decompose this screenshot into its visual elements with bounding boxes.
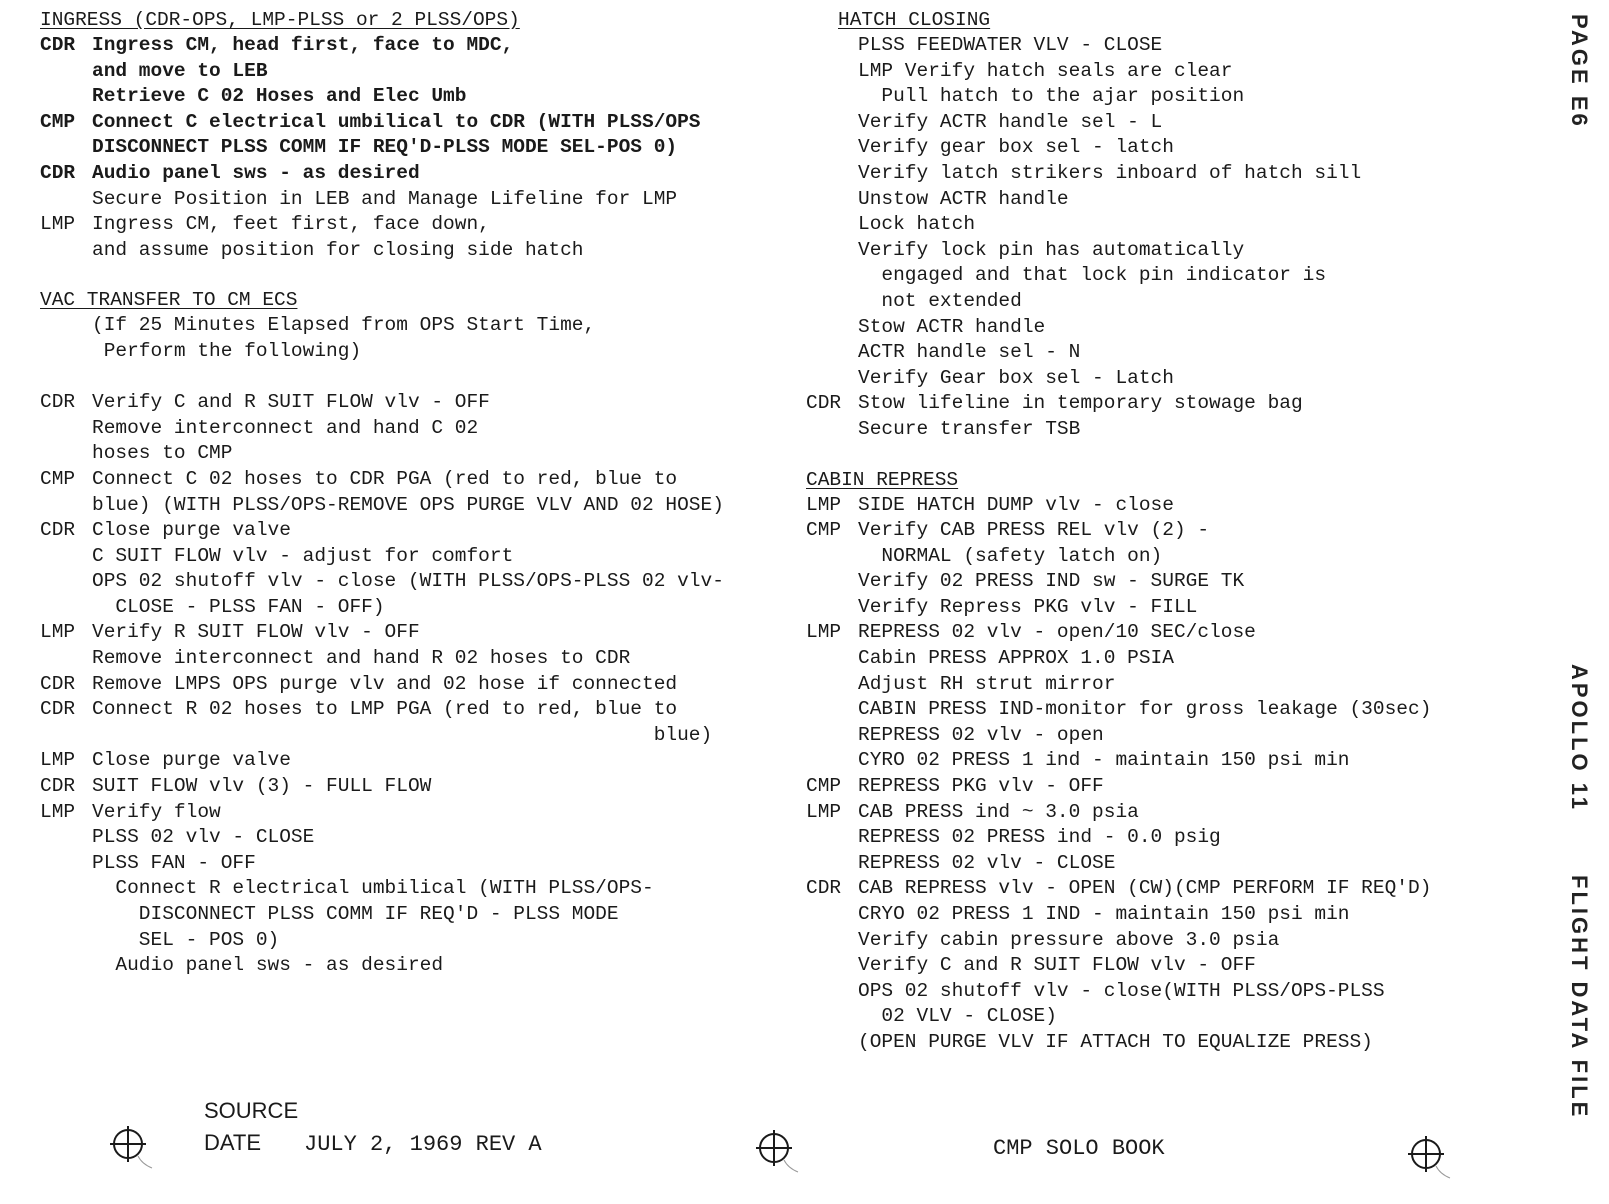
checklist-line <box>806 1004 1526 1030</box>
checklist-text: Close purge valve <box>92 749 291 772</box>
checklist-text: Perform the following) <box>92 339 362 362</box>
checklist-line <box>40 851 780 877</box>
checklist-text: Cabin PRESS APPROX 1.0 PSIA <box>858 647 1174 670</box>
checklist-line <box>806 391 1526 417</box>
checklist-line <box>806 340 1526 366</box>
checklist-line <box>40 441 780 467</box>
checklist-text: DISCONNECT PLSS COMM IF REQ'D - PLSS MODE <box>92 903 619 925</box>
checklist-text: Remove LMPS OPS purge vlv and 02 hose if connected <box>92 672 678 695</box>
checklist-text: REPRESS 02 vlv - CLOSE <box>858 851 1116 874</box>
checklist-line <box>806 263 1526 289</box>
checklist-text: Connect R 02 hoses to LMP PGA (red to red, blue to <box>92 698 678 721</box>
checklist-line <box>806 238 1526 264</box>
checklist-text: Ingress CM, feet first, face down, <box>92 213 490 236</box>
registration-mark-icon <box>754 1128 802 1176</box>
checklist-line <box>40 620 780 646</box>
crew-role: CDR <box>806 877 842 900</box>
crew-role: CMP <box>806 519 842 542</box>
checklist-line <box>40 518 780 544</box>
checklist-text: LMP Verify hatch seals are clear <box>858 59 1233 82</box>
section-heading-vac-transfer: VAC TRANSFER TO CM ECS <box>40 289 298 312</box>
checklist-line <box>806 161 1526 187</box>
checklist-line <box>40 59 780 85</box>
checklist-line <box>806 979 1526 1005</box>
crew-role: LMP <box>40 749 76 772</box>
side-label-page: PAGE E6 <box>1567 14 1592 129</box>
checklist-line <box>806 876 1526 902</box>
footer-date-label: DATE <box>204 1130 262 1155</box>
checklist-line <box>806 187 1526 213</box>
checklist-text: CAB PRESS ind ~ 3.0 psia <box>858 800 1139 823</box>
checklist-text: Verify Repress PKG vlv - FILL <box>858 595 1198 618</box>
checklist-text: CRYO 02 PRESS 1 IND - maintain 150 psi min <box>858 903 1350 925</box>
checklist-line <box>40 902 780 928</box>
checklist-text: engaged and that lock pin indicator is <box>858 264 1327 287</box>
checklist-line <box>806 569 1526 595</box>
checklist-line <box>806 953 1526 979</box>
checklist-text: CYRO 02 PRESS 1 ind - maintain 150 psi min <box>858 749 1350 772</box>
checklist-text: Secure Position in LEB and Manage Lifeline for LMP <box>92 187 678 210</box>
checklist-text: PLSS FEEDWATER VLV - CLOSE <box>858 34 1163 56</box>
side-label-file: FLIGHT DATA FILE <box>1567 875 1592 1120</box>
checklist-text: Connect C 02 hoses to CDR PGA (red to red, blue to <box>92 467 678 490</box>
checklist-text: REPRESS 02 vlv - open <box>858 723 1104 746</box>
section-vac-transfer <box>40 288 780 978</box>
crew-role: CDR <box>40 775 76 798</box>
checklist-text: (If 25 Minutes Elapsed from OPS Start Time, <box>92 314 596 337</box>
crew-role: CMP <box>40 467 76 490</box>
checklist-line <box>806 646 1526 672</box>
checklist-line <box>806 851 1526 877</box>
checklist-line <box>40 697 780 723</box>
checklist-line <box>40 390 780 416</box>
checklist-line <box>40 212 780 238</box>
section-heading-ingress: INGRESS (CDR-OPS, LMP-PLSS or 2 PLSS/OPS) <box>40 9 520 31</box>
checklist-line <box>806 800 1526 826</box>
checklist-text: Connect R electrical umbilical (WITH PLSS/OPS- <box>92 877 654 900</box>
side-label-mission: APOLLO 11 <box>1567 664 1592 813</box>
checklist-text: SUIT FLOW vlv (3) - FULL FLOW <box>92 775 432 798</box>
checklist-text: CLOSE - PLSS FAN - OFF) <box>92 595 385 618</box>
checklist-text: ACTR handle sel - N <box>858 341 1081 364</box>
checklist-text: NORMAL (safety latch on) <box>858 544 1163 567</box>
checklist-text: blue) <box>92 723 713 746</box>
checklist-text: Lock hatch <box>858 213 976 236</box>
checklist-line <box>806 110 1526 136</box>
checklist-text: CAB REPRESS vlv - OPEN (CW)(CMP PERFORM IF REQ'D) <box>858 877 1432 900</box>
checklist-text: Verify C and R SUIT FLOW vlv - OFF <box>858 954 1256 977</box>
checklist-line <box>40 110 780 136</box>
checklist-text: Audio panel sws - as desired <box>92 161 420 184</box>
checklist-line <box>806 825 1526 851</box>
checklist-line <box>40 365 780 391</box>
checklist-text: Verify ACTR handle sel - L <box>858 110 1163 133</box>
checklist-line <box>40 416 780 442</box>
checklist-line <box>40 953 780 979</box>
checklist-text: Connect C electrical umbilical to CDR (WITH PLSS/OPS <box>92 110 701 133</box>
checklist-text: Verify flow <box>92 800 221 823</box>
checklist-text: CABIN PRESS IND-monitor for gross leakage (30sec) <box>858 698 1432 721</box>
crew-role: LMP <box>806 493 842 516</box>
checklist-text: REPRESS 02 vlv - open/10 SEC/close <box>858 621 1256 644</box>
cabin-repress-lines <box>806 493 1526 1056</box>
checklist-line <box>40 876 780 902</box>
checklist-line <box>40 646 780 672</box>
checklist-text: Adjust RH strut mirror <box>858 672 1116 695</box>
checklist-line <box>806 84 1526 110</box>
ingress-lines <box>40 33 780 263</box>
checklist-text: not extended <box>858 289 1022 312</box>
checklist-line <box>40 723 780 749</box>
checklist-text: Verify lock pin has automatically <box>858 238 1245 261</box>
crew-role: CDR <box>40 519 76 542</box>
spacer <box>40 263 780 288</box>
checklist-text: PLSS 02 vlv - CLOSE <box>92 826 315 849</box>
checklist-line <box>806 544 1526 570</box>
checklist-text: DISCONNECT PLSS COMM IF REQ'D-PLSS MODE SEL-POS 0) <box>92 136 678 159</box>
checklist-line <box>806 928 1526 954</box>
checklist-text: blue) (WITH PLSS/OPS-REMOVE OPS PURGE VLV AND 02 HOSE) <box>92 493 724 516</box>
checklist-text: Secure transfer TSB <box>858 417 1081 440</box>
checklist-line <box>806 366 1526 392</box>
crew-role: CDR <box>40 161 76 184</box>
section-heading-cabin-repress: CABIN REPRESS <box>806 468 959 491</box>
checklist-line <box>40 84 780 110</box>
checklist-line <box>40 187 780 213</box>
checklist-line <box>806 1030 1526 1056</box>
checklist-line <box>40 161 780 187</box>
checklist-text: REPRESS 02 PRESS ind - 0.0 psig <box>858 826 1221 849</box>
checklist-text: OPS 02 shutoff vlv - close (WITH PLSS/OPS-PLSS 02 vlv- <box>92 570 724 593</box>
checklist-line <box>40 135 780 161</box>
crew-role: CDR <box>40 698 76 721</box>
crew-role: CMP <box>40 110 76 133</box>
section-cabin-repress <box>806 468 1526 1056</box>
checklist-line <box>40 238 780 264</box>
checklist-text: Verify gear box sel - latch <box>858 136 1174 159</box>
checklist-line <box>806 315 1526 341</box>
checklist-line <box>40 467 780 493</box>
crew-role: CDR <box>40 672 76 695</box>
checklist-text: Pull hatch to the ajar position <box>858 85 1245 108</box>
checklist-line <box>806 289 1526 315</box>
vac-transfer-lines <box>40 313 780 978</box>
checklist-line <box>806 59 1526 85</box>
checklist-line <box>806 135 1526 161</box>
checklist-line <box>40 569 780 595</box>
checklist-text: Ingress CM, head first, face to MDC, <box>92 34 514 56</box>
checklist-text: Unstow ACTR handle <box>858 187 1069 210</box>
checklist-line <box>806 620 1526 646</box>
checklist-line <box>806 902 1526 928</box>
checklist-line <box>40 339 780 365</box>
checklist-text: Verify C and R SUIT FLOW vlv - OFF <box>92 391 490 414</box>
checklist-line <box>806 518 1526 544</box>
checklist-line <box>40 928 780 954</box>
checklist-text: Remove interconnect and hand C 02 <box>92 416 479 439</box>
checklist-text: Verify Gear box sel - Latch <box>858 366 1174 389</box>
checklist-line <box>40 825 780 851</box>
checklist-text: Close purge valve <box>92 519 291 542</box>
checklist-line <box>40 544 780 570</box>
checklist-line <box>40 493 780 519</box>
checklist-text: Stow ACTR handle <box>858 315 1046 338</box>
crew-role: CDR <box>40 391 76 414</box>
checklist-line <box>806 212 1526 238</box>
checklist-text: PLSS FAN - OFF <box>92 851 256 874</box>
checklist-line <box>40 33 780 59</box>
checklist-line <box>806 417 1526 443</box>
crew-role: LMP <box>40 621 76 644</box>
checklist-text: and assume position for closing side hatch <box>92 238 584 261</box>
crew-role: CDR <box>40 34 76 56</box>
checklist-text: and move to LEB <box>92 59 268 82</box>
checklist-text: 02 VLV - CLOSE) <box>858 1005 1057 1028</box>
checklist-line <box>806 595 1526 621</box>
checklist-text: Verify latch strikers inboard of hatch sill <box>858 161 1362 184</box>
section-ingress <box>40 8 780 263</box>
right-column <box>806 8 1526 1056</box>
section-heading-hatch-closing: HATCH CLOSING <box>838 9 991 31</box>
checklist-text: Retrieve C 02 Hoses and Elec Umb <box>92 85 467 108</box>
crew-role: LMP <box>40 800 76 823</box>
checklist-text: Verify cabin pressure above 3.0 psia <box>858 928 1280 951</box>
crew-role: LMP <box>806 621 842 644</box>
checklist-text: Audio panel sws - as desired <box>92 954 444 977</box>
checklist-text: Verify R SUIT FLOW vlv - OFF <box>92 621 420 644</box>
checklist-line <box>40 595 780 621</box>
section-hatch-closing <box>806 8 1526 443</box>
checklist-line <box>806 697 1526 723</box>
checklist-line <box>806 723 1526 749</box>
checklist-text: Verify 02 PRESS IND sw - SURGE TK <box>858 570 1245 593</box>
registration-mark-icon <box>108 1124 156 1172</box>
checklist-text: Stow lifeline in temporary stowage bag <box>858 392 1303 415</box>
checklist-text: C SUIT FLOW vlv - adjust for comfort <box>92 544 514 567</box>
checklist-text: Verify CAB PRESS REL vlv (2) - <box>858 519 1210 542</box>
crew-role: LMP <box>40 213 76 236</box>
checklist-line <box>806 672 1526 698</box>
footer-source-label: SOURCE <box>204 1098 299 1123</box>
checklist-text: REPRESS PKG vlv - OFF <box>858 775 1104 798</box>
checklist-line <box>806 33 1526 59</box>
checklist-text: OPS 02 shutoff vlv - close(WITH PLSS/OPS-PLSS <box>858 979 1385 1002</box>
checklist-line <box>806 748 1526 774</box>
checklist-line <box>806 493 1526 519</box>
checklist-text: Remove interconnect and hand R 02 hoses to CDR <box>92 647 631 670</box>
checklist-line <box>40 774 780 800</box>
checklist-line <box>40 800 780 826</box>
spacer <box>806 443 1526 468</box>
checklist-text: hoses to CMP <box>92 442 233 465</box>
crew-role: CDR <box>806 392 842 415</box>
checklist-line <box>806 774 1526 800</box>
registration-mark-icon <box>1406 1134 1454 1182</box>
checklist-text: SIDE HATCH DUMP vlv - close <box>858 493 1174 516</box>
checklist-line <box>40 672 780 698</box>
checklist-line <box>40 748 780 774</box>
footer-book-title: CMP SOLO BOOK <box>993 1136 1165 1161</box>
crew-role: LMP <box>806 800 842 823</box>
crew-role: CMP <box>806 775 842 798</box>
footer-date-value: JULY 2, 1969 REV A <box>304 1132 542 1157</box>
checklist-text: (OPEN PURGE VLV IF ATTACH TO EQUALIZE PRESS) <box>858 1030 1373 1053</box>
checklist-line <box>40 313 780 339</box>
checklist-text: SEL - POS 0) <box>92 928 280 951</box>
left-column <box>40 8 780 979</box>
hatch-closing-lines <box>806 33 1526 443</box>
